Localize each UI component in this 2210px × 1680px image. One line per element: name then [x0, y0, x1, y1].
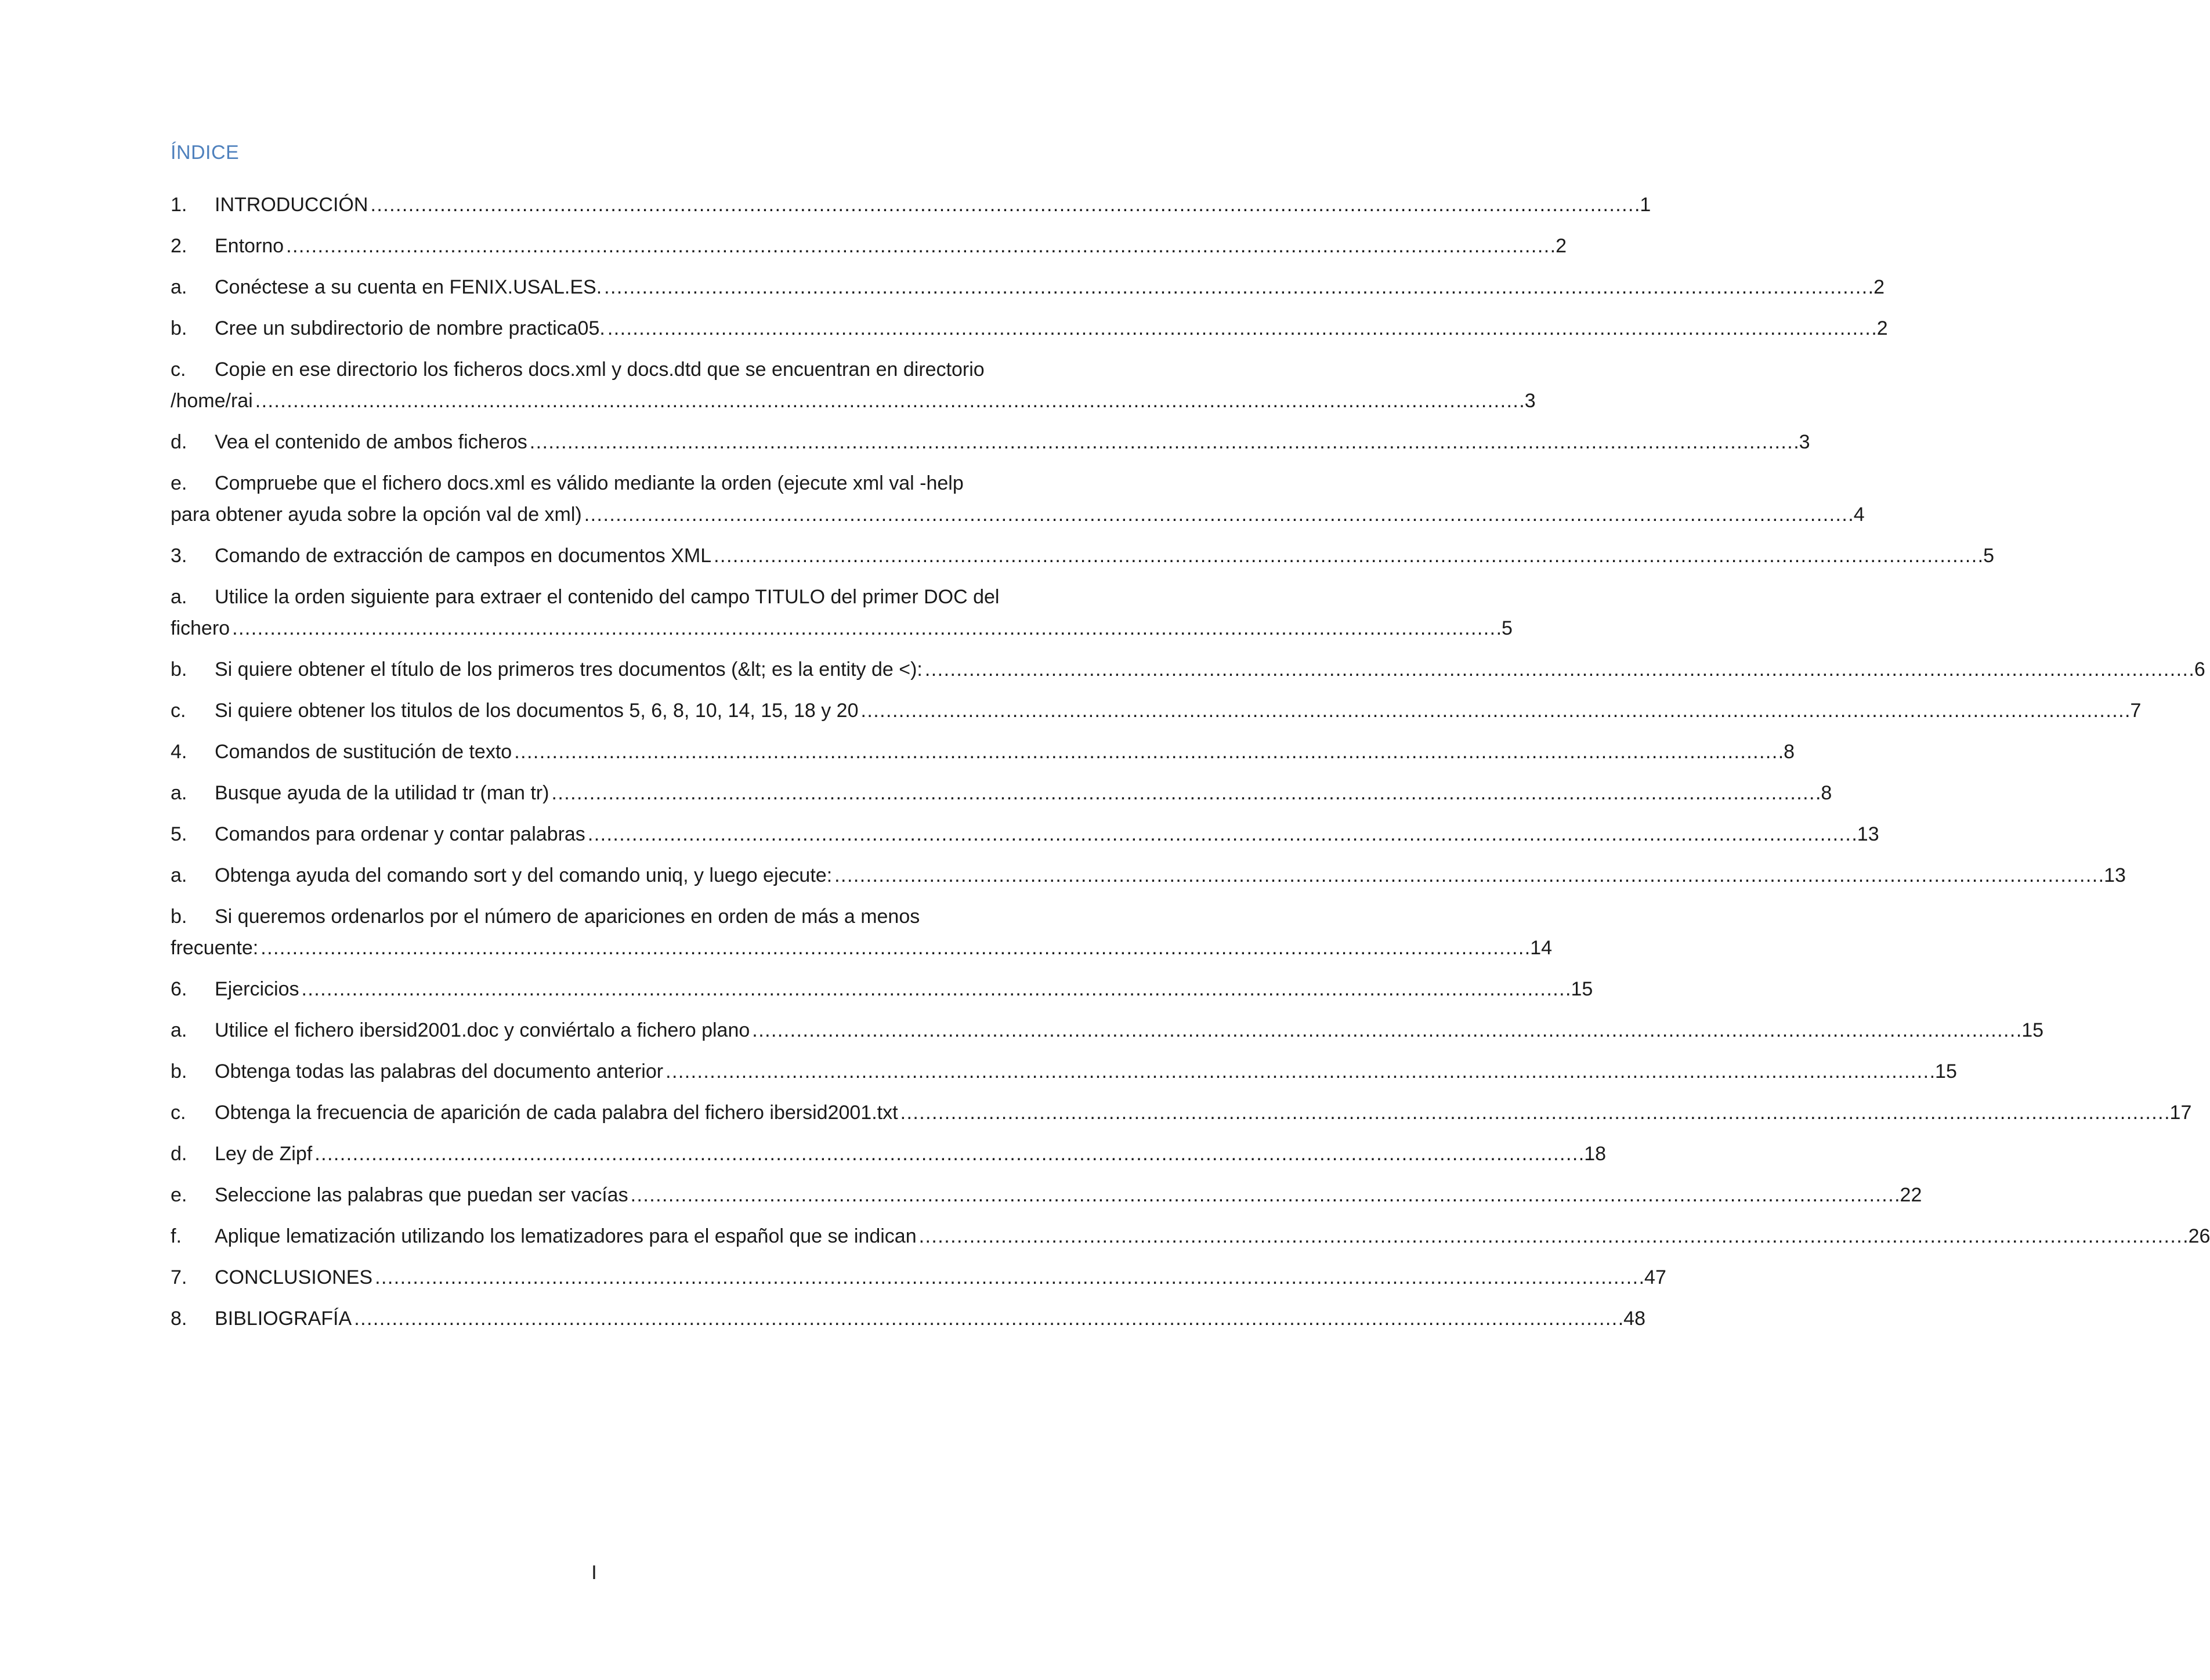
toc-entry-page: 3 [1524, 390, 1536, 412]
toc-entry-number: a. [171, 1019, 187, 1041]
toc-entry-text: Seleccione las palabras que puedan ser vacías [215, 1184, 628, 1206]
toc-leader-dots [375, 1262, 1642, 1293]
toc-entry-5b[interactable] [171, 901, 1553, 964]
toc-entry-5a[interactable] [171, 860, 2126, 891]
toc-entry-page: 48 [1623, 1308, 1645, 1330]
toc-leader-dots [530, 426, 1797, 458]
toc-entry-page: 8 [1784, 741, 1795, 763]
toc-entry-page: 2 [1873, 276, 1885, 298]
toc-leader-dots [232, 613, 1499, 644]
toc-entry-number: 4. [171, 741, 187, 763]
toc-entry-number: b. [171, 906, 187, 928]
toc-title: ÍNDICE [171, 142, 240, 164]
toc-entry-text: Vea el contenido de ambos ficheros [215, 431, 527, 453]
toc-entry-number: 1. [171, 194, 187, 216]
toc-leader-dots [919, 1221, 2186, 1252]
toc-leader-dots [714, 540, 1981, 571]
toc-entry-text: Busque ayuda de la utilidad tr (man tr) [215, 782, 549, 804]
toc-leader-dots [301, 973, 1568, 1005]
toc-entry-number: 3. [171, 545, 187, 567]
toc-entry-page: 14 [1530, 937, 1553, 959]
toc-entry-2d[interactable] [171, 426, 1810, 458]
toc-entry-page: 4 [1853, 504, 1865, 526]
toc-entry-6c[interactable] [171, 1097, 2192, 1128]
toc-leader-dots [607, 313, 1875, 344]
toc-entry-7[interactable] [171, 1262, 1666, 1293]
toc-entry-text: frecuente: [171, 937, 259, 959]
toc-entry-1[interactable] [171, 189, 1651, 220]
toc-entry-number: 6. [171, 978, 187, 1000]
toc-entry-text: Utilice el fichero ibersid2001.doc y conviértalo a fichero plano [215, 1019, 750, 1041]
toc-entry-3c[interactable] [171, 695, 2142, 726]
toc-entry-page: 26 [2188, 1225, 2210, 1247]
toc-entry-2[interactable] [171, 230, 1567, 262]
toc-entry-page: 15 [1571, 978, 1593, 1000]
toc-leader-dots [286, 230, 1553, 262]
toc-leader-dots [514, 736, 1781, 767]
toc-entry-number: a. [171, 586, 187, 608]
toc-leader-dots [900, 1097, 2168, 1128]
toc-entry-page: 5 [1983, 545, 1995, 567]
toc-leader-dots [588, 819, 1855, 850]
toc-entry-number: 7. [171, 1266, 187, 1288]
toc-entry-6[interactable] [171, 973, 1593, 1005]
toc-entry-text: Si quiere obtener los titulos de los documentos 5, 6, 8, 10, 14, 15, 18 y 20 [215, 700, 859, 722]
toc-entry-text: para obtener ayuda sobre la opción val de xml) [171, 504, 582, 526]
toc-leader-dots [665, 1056, 1933, 1087]
toc-entry-text: Obtenga la frecuencia de aparición de cada palabra del fichero ibersid2001.txt [215, 1102, 898, 1124]
toc-entry-page: 3 [1799, 431, 1810, 453]
toc-entry-text: Cree un subdirectorio de nombre practica05. [215, 317, 605, 339]
toc-entry-2c[interactable] [171, 354, 1536, 417]
toc-leader-dots [584, 499, 1851, 530]
toc-entry-page: 5 [1502, 617, 1513, 639]
toc-entry-4[interactable] [171, 736, 1795, 767]
toc-entry-number: b. [171, 658, 187, 680]
toc-entry-text: /home/rai [171, 390, 253, 412]
toc-entry-text-line1: Copie en ese directorio los ficheros docs.xml y docs.dtd que se encuentran en directorio [215, 359, 985, 381]
toc-entry-text: Si quiere obtener el título de los primeros tres documentos (&lt; es la entity de <): [215, 658, 923, 680]
toc-entry-text: fichero [171, 617, 230, 639]
toc-leader-dots [925, 654, 2192, 685]
toc-entry-page: 7 [2130, 700, 2142, 722]
toc-entry-text: Comando de extracción de campos en documentos XML [215, 545, 712, 567]
toc-entry-text: Conéctese a su cuenta en FENIX.USAL.ES. [215, 276, 602, 298]
toc-entry-6b[interactable] [171, 1056, 1957, 1087]
toc-entry-3[interactable] [171, 540, 1995, 571]
toc-entry-text: Aplique lematización utilizando los lematizadores para el español que se indican [215, 1225, 917, 1247]
toc-entry-page: 22 [1900, 1184, 1922, 1206]
toc-leader-dots [631, 1179, 1898, 1211]
toc-entry-page: 2 [1556, 235, 1567, 257]
toc-entry-number: a. [171, 276, 187, 298]
toc-entry-number: b. [171, 1060, 187, 1082]
toc-leader-dots [370, 189, 1637, 220]
toc-entry-text: Obtenga ayuda del comando sort y del comando uniq, y luego ejecute: [215, 864, 833, 886]
table-of-contents [171, 189, 2210, 1344]
toc-entry-page: 6 [2194, 658, 2205, 680]
toc-entry-text: CONCLUSIONES [215, 1266, 373, 1288]
toc-entry-6a[interactable] [171, 1015, 2044, 1046]
toc-entry-number: a. [171, 864, 187, 886]
toc-entry-2e[interactable] [171, 468, 1865, 530]
toc-entry-text: Obtenga todas las palabras del documento anterior [215, 1060, 664, 1082]
toc-entry-text-line1: Compruebe que el fichero docs.xml es válido mediante la orden (ejecute xml val -help [215, 472, 964, 494]
toc-entry-text: Ejercicios [215, 978, 299, 1000]
toc-leader-dots [752, 1015, 2019, 1046]
toc-entry-page: 2 [1876, 317, 1888, 339]
toc-entry-page: 17 [2169, 1102, 2192, 1124]
toc-entry-number: e. [171, 1184, 187, 1206]
toc-entry-number: c. [171, 359, 186, 381]
toc-entry-8[interactable] [171, 1303, 1645, 1334]
toc-entry-number: c. [171, 1102, 186, 1124]
toc-entry-2b[interactable] [171, 313, 1888, 344]
toc-entry-page: 13 [1857, 823, 1879, 845]
toc-entry-6e[interactable] [171, 1179, 1922, 1211]
toc-leader-dots [551, 777, 1818, 809]
toc-entry-number: d. [171, 1143, 187, 1165]
toc-entry-4a[interactable] [171, 777, 1832, 809]
toc-entry-number: b. [171, 317, 187, 339]
toc-leader-dots [255, 385, 1522, 417]
toc-entry-page: 13 [2104, 864, 2126, 886]
toc-entry-number: 2. [171, 235, 187, 257]
toc-entry-number: a. [171, 782, 187, 804]
toc-entry-number: f. [171, 1225, 182, 1247]
toc-entry-page: 1 [1640, 194, 1651, 216]
toc-entry-3b[interactable] [171, 654, 2205, 685]
toc-entry-5[interactable] [171, 819, 1879, 850]
toc-entry-page: 18 [1584, 1143, 1607, 1165]
toc-entry-text: INTRODUCCIÓN [215, 194, 368, 216]
toc-leader-dots [860, 695, 2128, 726]
toc-entry-number: 8. [171, 1308, 187, 1330]
toc-leader-dots [261, 932, 1528, 964]
toc-entry-text-line1: Utilice la orden siguiente para extraer el contenido del campo TITULO del primer DOC del [215, 586, 1000, 608]
toc-entry-6f[interactable] [171, 1221, 2210, 1252]
toc-entry-text: BIBLIOGRAFÍA [215, 1308, 352, 1330]
toc-entry-number: e. [171, 472, 187, 494]
toc-entry-page: 47 [1644, 1266, 1666, 1288]
toc-entry-text: Entorno [215, 235, 284, 257]
toc-leader-dots [314, 1138, 1582, 1170]
toc-entry-page: 8 [1821, 782, 1832, 804]
toc-entry-6d[interactable] [171, 1138, 1607, 1170]
toc-entry-number: d. [171, 431, 187, 453]
toc-entry-2a[interactable] [171, 271, 1885, 303]
toc-entry-number: 5. [171, 823, 187, 845]
toc-entry-page: 15 [2021, 1019, 2044, 1041]
toc-entry-page: 15 [1935, 1060, 1957, 1082]
toc-entry-text: Ley de Zipf [215, 1143, 313, 1165]
toc-entry-text: Comandos de sustitución de texto [215, 741, 512, 763]
toc-leader-dots [604, 271, 1871, 303]
toc-entry-3a[interactable] [171, 581, 1513, 644]
toc-leader-dots [354, 1303, 1621, 1334]
page-number: I [591, 1562, 597, 1584]
toc-entry-number: c. [171, 700, 186, 722]
toc-leader-dots [834, 860, 2102, 891]
toc-entry-text-line1: Si queremos ordenarlos por el número de apariciones en orden de más a menos [215, 906, 920, 928]
toc-entry-text: Comandos para ordenar y contar palabras [215, 823, 585, 845]
